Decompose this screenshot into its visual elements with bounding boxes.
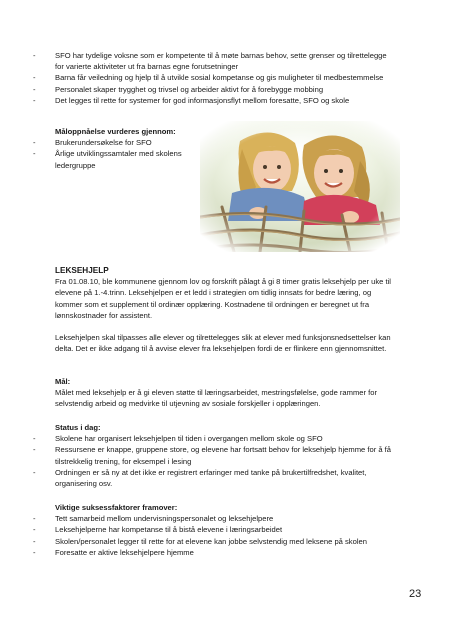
top-bullet-list: [33, 50, 387, 106]
paragraph-line: Leksehjelpen skal tilpasses alle elever og tilrettelegges slik at elever med funksjonsnedsettelser kan: [55, 333, 391, 343]
paragraph-line: lønnskostnader for assistent.: [55, 310, 153, 320]
list-item: [33, 137, 182, 148]
goal-section: [33, 126, 182, 171]
paragraph-line: kommer som et supplement til ordinær opplæring. Kostnadene til ordningen er beregnet ut fra: [55, 299, 370, 309]
bullet-marker: -: [33, 536, 36, 546]
section-heading: LEKSEHJELP: [55, 266, 109, 275]
list-item: [33, 444, 392, 466]
success-factors-section: [33, 502, 367, 558]
list-item: [33, 467, 391, 489]
bullet-marker: -: [33, 525, 36, 535]
list-item-line: Årlige utviklingssamtaler med skolens: [55, 149, 182, 159]
bullet-marker: -: [33, 514, 36, 524]
bullet-marker: -: [33, 467, 36, 477]
list-item-line: Det legges til rette for systemer for god informasjonsflyt mellom foresatte, SFO og skole: [55, 95, 350, 105]
children-photo-illustration: [200, 121, 400, 252]
list-item-line: Ordningen er så ny at det ikke er registrert erfaringer med tanke på brukertilfredshet, kvalitet,: [55, 467, 367, 477]
list-item: [33, 148, 182, 170]
bullet-marker: -: [33, 434, 36, 444]
page-number: 23: [409, 588, 422, 600]
list-item-line: Tett samarbeid mellom undervisningspersonalet og leksehjelpere: [55, 514, 274, 524]
paragraph-line: delta. Det er ikke adgang til å avvise elever fra leksehjelpen fordi de er flinkere enn gjennomsnittet.: [55, 344, 387, 354]
bullet-marker: -: [33, 547, 36, 557]
bullet-marker: -: [33, 149, 36, 159]
list-item-line: Skolen/personalet legger til rette for at elevene kan jobbe selvstendig med leksene på skolen: [55, 536, 367, 546]
list-item-line: Ressursene er knappe, gruppene store, og elevene har fortsatt behov for leksehjelp hjemme for å få: [55, 445, 392, 455]
paragraph-line: Målet med leksehjelp er å gi eleven støtte til læringsarbeidet, mestringsfølelse, gode rammer for: [55, 388, 378, 398]
list-item: [33, 72, 387, 83]
leksehjelp-section: [55, 265, 391, 355]
list-item-line: for varierte aktiviteter ut fra barnas egne forutsetninger: [55, 62, 239, 72]
paragraph-line: elevene på 1.-4.trinn. Leksehjelpen er et ledd i strategien om tidlig innsats for bedre læring, og: [55, 288, 372, 298]
list-item-line: Skolene har organisert leksehjelpen til tiden i overgangen mellom skole og SFO: [55, 434, 323, 444]
list-item-line: tilstrekkelig trening, for eksempel i lesing: [55, 456, 192, 466]
list-item-line: Personalet skaper trygghet og trivsel og arbeider aktivt for å forebygge mobbing: [55, 84, 324, 94]
section-heading: Måloppnåelse vurderes gjennom:: [55, 127, 176, 136]
bullet-marker: -: [33, 51, 36, 60]
status-section: [33, 422, 392, 489]
list-item-line: ledergruppe: [55, 160, 96, 170]
bullet-marker: -: [33, 138, 36, 148]
children-photo: [200, 121, 400, 252]
list-item-line: Barna får veiledning og hjelp til å utvikle sosial kompetanse og gis muligheter til medbestemmelse: [55, 73, 384, 83]
list-item-line: Foresatte er aktive leksehjelpere hjemme: [55, 547, 194, 557]
goal-subsection: [55, 376, 377, 410]
section-heading: Viktige suksessfaktorer framover:: [55, 503, 178, 512]
list-item: [33, 513, 367, 524]
list-item-line: Leksehjelperne har kompetanse til å bistå elevene i læringsarbeidet: [55, 525, 283, 535]
paragraph: [55, 276, 391, 321]
list-item: [33, 84, 387, 95]
bullet-marker: -: [33, 445, 36, 455]
list-item: [33, 433, 391, 444]
bullet-marker: -: [33, 73, 36, 83]
list-item: [33, 547, 367, 558]
list-item: [33, 95, 387, 106]
list-item: [33, 50, 387, 72]
list-item-line: organisering osv.: [55, 479, 113, 489]
paragraph-line: Fra 01.08.10, ble kommunene gjennom lov og forskrift pålagt å gi 8 timer gratis leksehjelp per uke til: [55, 277, 391, 287]
bullet-marker: -: [33, 84, 36, 94]
section-heading: Mål:: [55, 377, 71, 386]
paragraph: [55, 332, 391, 354]
list-item-line: SFO har tydelige voksne som er kompetente til å møte barnas behov, sette grenser og tilrettelegge: [55, 51, 387, 60]
section-heading: Status i dag:: [55, 423, 101, 432]
list-item: [33, 524, 367, 535]
bullet-marker: -: [33, 95, 36, 105]
paragraph-line: selvstendig arbeid og medvirke til utjevning av sosiale forskjeller i opplæringen.: [55, 399, 321, 409]
list-item-line: Brukerundersøkelse for SFO: [55, 138, 152, 148]
list-item: [33, 536, 367, 547]
